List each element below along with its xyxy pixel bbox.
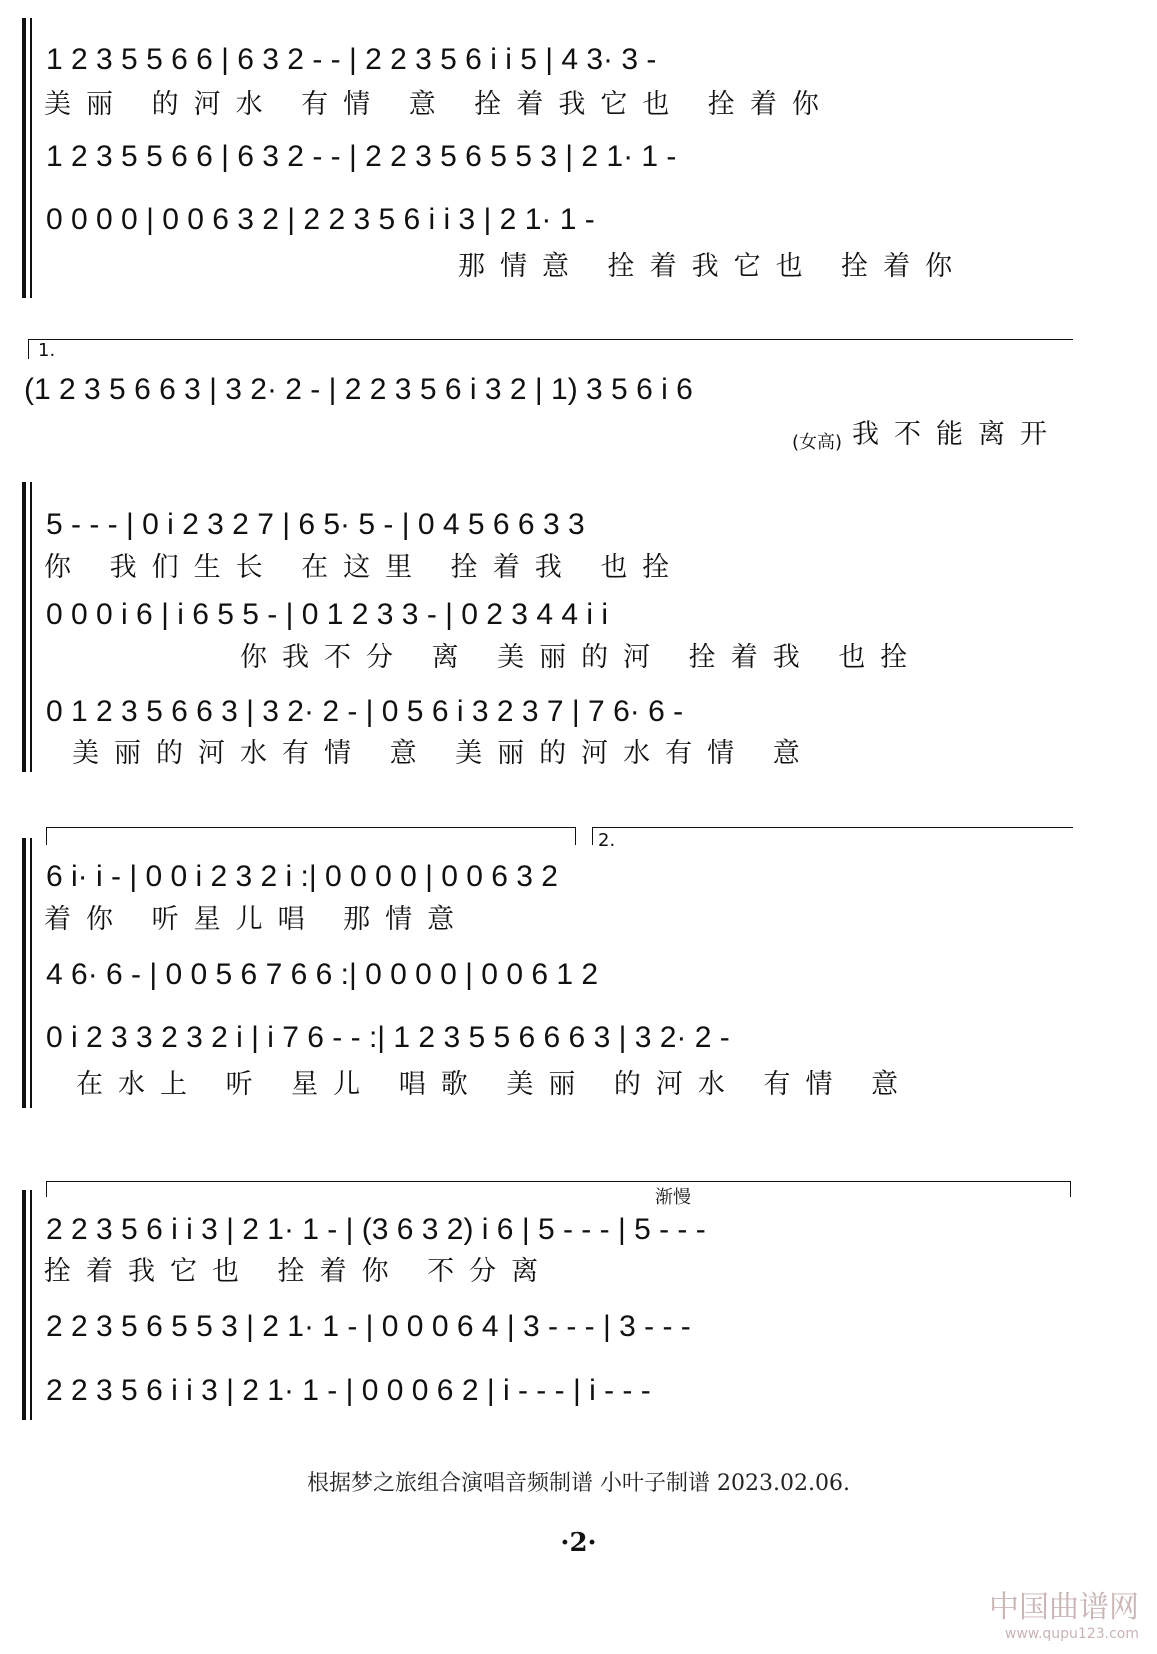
lyric-row: 在水上 听 星儿 唱歌 美丽 的河水 有情 意 (76, 1069, 914, 1100)
notes-row: 1 2 3 5 5 6 6 | 6 3 2 - - | 2 2 3 5 6 i i 5 | 4 3· 3 - (46, 43, 657, 76)
notes-row: 1 2 3 5 5 6 6 | 6 3 2 - - | 2 2 3 5 6 5 5 3 | 2 1· 1 - (46, 140, 677, 173)
notes-row: 2 2 3 5 6 5 5 3 | 2 1· 1 - | 0 0 0 6 4 | 3 - - - | 3 - - - (46, 1310, 691, 1343)
notes-row: 4 6· 6 - | 0 0 5 6 7 6 6 :| 0 0 0 0 | 0 0 6 1 2 (46, 958, 599, 991)
notes-row: 2 2 3 5 6 i i 3 | 2 1· 1 - | 0 0 0 6 2 | i - - - | i - - - (46, 1374, 651, 1407)
notes-row: 5 - - - | 0 i 2 3 2 7 | 6 5· 5 - | 0 4 5 6 6 3 3 (46, 508, 585, 541)
volta-label: 1. (38, 340, 56, 361)
voice-label: (女高) (792, 432, 843, 453)
tempo-mark: 渐慢 (655, 1187, 691, 1208)
credit-footer: 根据梦之旅组合演唱音频制谱 小叶子制谱 2023.02.06. (307, 1471, 850, 1496)
watermark-url: www.qupu123.com (1004, 1626, 1139, 1642)
notes-row: 0 1 2 3 5 6 6 3 | 3 2· 2 - | 0 5 6 i 3 2 3 7 | 7 6· 6 - (46, 695, 684, 728)
notes-row: 6 i· i - | 0 0 i 2 3 2 i :| 0 0 0 0 | 0 0 6 3 2 (46, 860, 558, 893)
notes-row: 0 0 0 0 | 0 0 6 3 2 | 2 2 3 5 6 i i 3 | 2 1· 1 - (46, 203, 595, 236)
watermark-logo (989, 1582, 1139, 1642)
notes-row: 2 2 3 5 6 i i 3 | 2 1· 1 - | (3 6 3 2) i 6 | 5 - - - | 5 - - - (46, 1213, 706, 1246)
lyric-row: 那情意 拴着我它也 拴着你 (458, 251, 968, 282)
notes-row: (1 2 3 5 6 6 3 | 3 2· 2 - | 2 2 3 5 6 i 3 2 | 1) 3 5 6 i 6 (24, 373, 693, 406)
page-number: ·2· (560, 1528, 597, 1558)
lyric-row: 美丽的河水有情 意 美丽的河水有情 意 (72, 738, 815, 769)
volta-label: 2. (598, 830, 616, 851)
lyric-row: 你 我们生长 在这里 拴着我 也拴 (44, 552, 685, 583)
lyric-row: 你我不分 离 美丽的河 拴着我 也拴 (240, 642, 923, 673)
notes-row: 0 0 0 i 6 | i 6 5 5 - | 0 1 2 3 3 - | 0 2 3 4 4 i i (46, 598, 609, 631)
lyric-row: 着你 听星儿唱 那情意 (44, 904, 470, 935)
watermark-name: 中国曲谱网 (989, 1590, 1139, 1625)
lyric-row: 我不能离开 (852, 419, 1062, 450)
notes-row: 0 i 2 3 3 2 3 2 i | i 7 6 - - :| 1 2 3 5 5 6 6 6 3 | 3 2· 2 - (46, 1021, 730, 1054)
lyric-row: 美丽 的河水 有情 意 拴着我它也 拴着你 (44, 89, 834, 120)
lyric-row: 拴着我它也 拴着你 不分离 (44, 1256, 554, 1287)
